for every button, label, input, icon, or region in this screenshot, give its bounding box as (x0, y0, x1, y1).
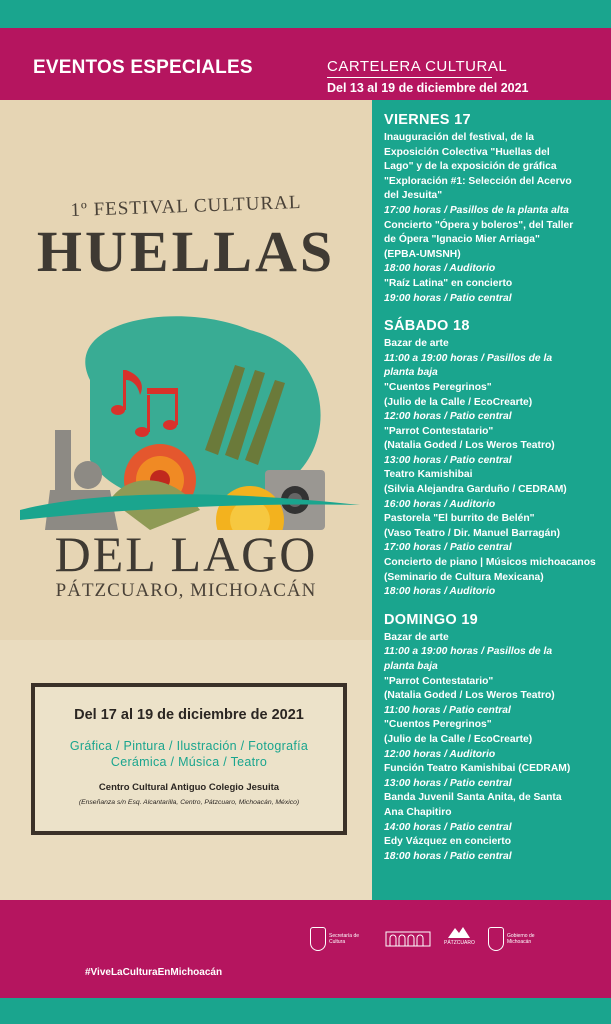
event-description: Ana Chapitiro (384, 806, 452, 818)
event-time-location: 11:00 horas / Patio central (384, 704, 511, 716)
event-description: (Vaso Teatro / Dir. Manuel Barragán) (384, 527, 561, 539)
event-description: del Jesuita" (384, 190, 443, 202)
event-description: Banda Juvenil Santa Anita, de Santa (384, 792, 562, 804)
event-time-location: 18:00 horas / Patio central (384, 850, 512, 862)
day-heading: SÁBADO 18 (384, 318, 470, 335)
event-time-location: 11:00 a 19:00 horas / Pasillos de la (384, 646, 553, 658)
event-time-location: 11:00 a 19:00 horas / Pasillos de la (384, 352, 553, 364)
mountain-icon (447, 925, 471, 939)
event-time-location: 13:00 horas / Patio central (384, 454, 512, 466)
event-description: "Cuentos Peregrinos" (384, 719, 492, 731)
event-description: Lago" y de la exposición de gráfica (384, 161, 557, 173)
poster-artwork (0, 100, 372, 640)
day-block-sabado (384, 318, 606, 600)
event-description: (Natalia Goded / Los Weros Teatro) (384, 440, 555, 452)
divider (327, 77, 492, 78)
event-time-location: planta baja (384, 661, 438, 672)
event-description: "Parrot Contestatario" (384, 425, 494, 437)
event-description: "Parrot Contestatario" (384, 675, 494, 687)
event-description: Inauguración del festival, de la (384, 132, 534, 143)
event-list (384, 631, 606, 865)
arches-icon (385, 930, 431, 948)
gobierno-michoacan-logo: Gobierno de Michoacán (488, 925, 549, 953)
coat-of-arms-icon (488, 927, 504, 951)
section-title: EVENTOS ESPECIALES (33, 57, 253, 78)
festival-title-bottom: DEL LAGO (54, 526, 318, 582)
top-strip (0, 0, 611, 28)
event-description: "Cuentos Peregrinos" (384, 381, 492, 393)
event-description: "Exploración #1: Selección del Acervo (384, 175, 572, 187)
disciplines-line-1: Gráfica / Pintura / Ilustración / Fotografía (69, 739, 309, 753)
event-description: Edy Vázquez en concierto (384, 836, 512, 848)
event-description: Concierto "Ópera y boleros", del Taller (384, 219, 574, 231)
event-description: (EPBA-UMSNH) (384, 248, 461, 260)
venue-name: Centro Cultural Antiguo Colegio Jesuita (98, 782, 280, 793)
cartelera-dates: Del 13 al 19 de diciembre del 2021 (327, 81, 529, 95)
cartelera-label: CARTELERA CULTURAL (327, 58, 508, 75)
event-description: Teatro Kamishibai (384, 469, 473, 481)
day-block-viernes (384, 112, 606, 306)
event-info-box (31, 683, 347, 835)
event-description: Concierto de piano | Músicos michoacanos (384, 557, 596, 569)
festival-edition: 1º FESTIVAL CULTURAL (70, 191, 302, 222)
event-description: Exposición Colectiva "Huellas del (384, 146, 550, 158)
patzcuaro-logo: PÁTZCUARO (444, 925, 475, 953)
event-description: (Natalia Goded / Los Weros Teatro) (384, 690, 555, 702)
festival-title-top: HUELLAS (36, 219, 336, 284)
day-heading: DOMINGO 19 (384, 611, 479, 628)
event-description: (Julio de la Calle / EcoCrearte) (384, 396, 533, 408)
bottom-strip (0, 998, 611, 1024)
event-time-location: 12:00 horas / Auditorio (384, 748, 496, 760)
festival-place: PÁTZCUARO, MICHOACÁN (55, 580, 317, 601)
event-description: (Julio de la Calle / EcoCrearte) (384, 733, 533, 745)
event-description: de Ópera "Ignacio Mier Arriaga" (384, 234, 540, 246)
event-dates: Del 17 al 19 de diciembre de 2021 (74, 707, 304, 723)
event-list (384, 337, 606, 600)
event-description: Bazar de arte (384, 631, 449, 643)
water-wave-icon (0, 485, 372, 525)
event-time-location: 12:00 horas / Patio central (384, 411, 512, 423)
coat-of-arms-icon (310, 927, 326, 951)
event-description: (Silvia Alejandra Garduño / CEDRAM) (384, 484, 567, 496)
event-time-location: 17:00 horas / Patio central (384, 542, 512, 554)
event-description: Pastorela "El burrito de Belén" (384, 513, 535, 525)
event-description: (Seminario de Cultura Mexicana) (384, 571, 544, 583)
event-list (384, 131, 606, 306)
secretaria-cultura-logo: Secretaría de Cultura (310, 925, 363, 953)
hashtag: #ViveLaCulturaEnMichoacán (85, 967, 223, 978)
event-time-location: 18:00 horas / Auditorio (384, 586, 496, 598)
schedule-column (384, 112, 606, 864)
event-time-location: 17:00 horas / Pasillos de la planta alta (384, 204, 569, 216)
header-banner (0, 28, 611, 100)
footer-banner (0, 900, 611, 998)
event-description: Función Teatro Kamishibai (CEDRAM) (384, 763, 571, 775)
day-block-domingo (384, 612, 606, 865)
event-time-location: planta baja (384, 367, 438, 379)
disciplines-line-2: Cerámica / Música / Teatro (110, 755, 268, 769)
festival-poster (0, 100, 372, 900)
venue-address: (Enseñanza s/n Esq. Alcantarilla, Centro, Pátzcuaro, Michoacán, México) (78, 799, 300, 806)
event-time-location: 19:00 horas / Patio central (384, 292, 512, 304)
centro-cultural-logo (385, 925, 431, 953)
event-description: Bazar de arte (384, 338, 449, 350)
day-heading: VIERNES 17 (384, 112, 471, 128)
event-time-location: 18:00 horas / Auditorio (384, 263, 496, 275)
event-time-location: 14:00 horas / Patio central (384, 821, 512, 833)
event-time-location: 16:00 horas / Auditorio (384, 498, 496, 510)
event-description: "Raíz Latina" en concierto (384, 277, 513, 289)
event-time-location: 13:00 horas / Patio central (384, 777, 512, 789)
